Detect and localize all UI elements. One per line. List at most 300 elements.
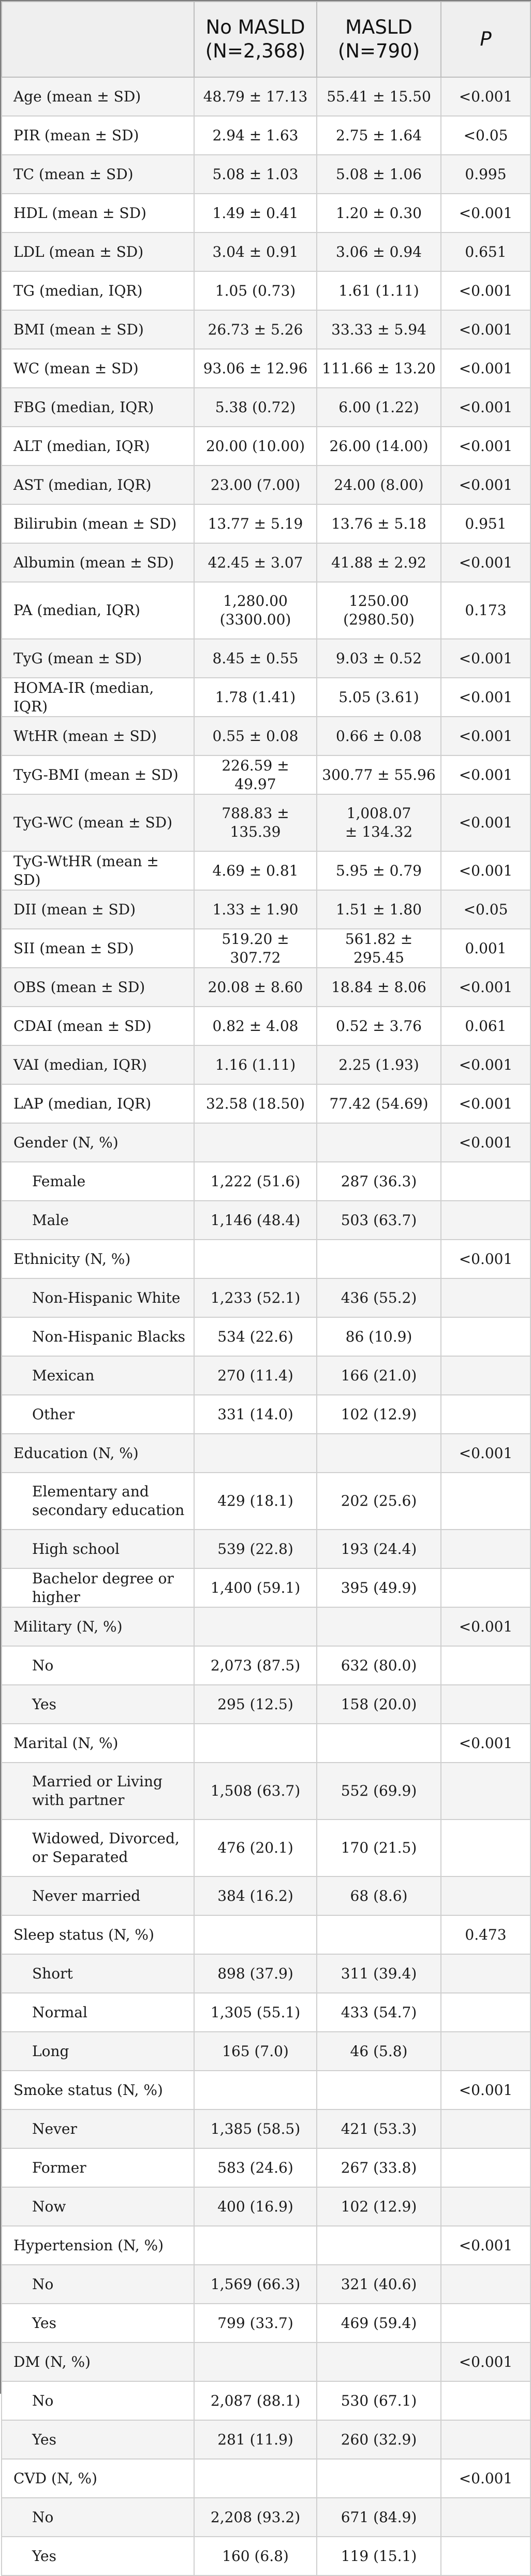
table-row bbox=[2, 388, 530, 427]
table-row bbox=[2, 582, 530, 639]
p-value bbox=[441, 1356, 530, 1395]
no-masld-value: 8.45 ± 0.55 bbox=[194, 639, 317, 678]
no-masld-value: 165 (7.0) bbox=[194, 2032, 317, 2071]
p-value: <0.001 bbox=[441, 1434, 530, 1473]
row-label: Yes bbox=[2, 2420, 194, 2459]
row-label: Bachelor degree or higher bbox=[2, 1568, 194, 1607]
masld-value: 2.25 (1.93) bbox=[317, 1045, 441, 1084]
p-value bbox=[441, 2148, 530, 2187]
table-row bbox=[2, 271, 530, 310]
p-value bbox=[441, 1162, 530, 1201]
row-label: FBG (median, IQR) bbox=[2, 388, 194, 427]
p-value bbox=[441, 1395, 530, 1434]
masld-value: 433 (54.7) bbox=[317, 1993, 441, 2032]
row-label: Yes bbox=[2, 1685, 194, 1724]
table-row bbox=[2, 2304, 530, 2342]
row-label: Yes bbox=[2, 2537, 194, 2575]
no-masld-value: 384 (16.2) bbox=[194, 1876, 317, 1915]
row-label: No bbox=[2, 1646, 194, 1685]
p-value: 0.951 bbox=[441, 504, 530, 543]
table-row bbox=[2, 1240, 530, 1278]
no-masld-value: 1.05 (0.73) bbox=[194, 271, 317, 310]
table-row bbox=[2, 1915, 530, 1954]
no-masld-value: 2.94 ± 1.63 bbox=[194, 116, 317, 155]
p-value: <0.001 bbox=[441, 717, 530, 755]
p-value: <0.001 bbox=[441, 349, 530, 388]
masld-value: 46 (5.8) bbox=[317, 2032, 441, 2071]
no-masld-value: 2,073 (87.5) bbox=[194, 1646, 317, 1685]
table-row bbox=[2, 349, 530, 388]
row-label: TyG (mean ± SD) bbox=[2, 639, 194, 678]
masld-value: 77.42 (54.69) bbox=[317, 1084, 441, 1123]
table-row bbox=[2, 2032, 530, 2071]
table-row bbox=[2, 1568, 530, 1607]
p-value bbox=[441, 1876, 530, 1915]
row-label: VAI (median, IQR) bbox=[2, 1045, 194, 1084]
table-row bbox=[2, 2071, 530, 2109]
p-value: <0.001 bbox=[441, 1123, 530, 1162]
p-value: <0.001 bbox=[441, 1045, 530, 1084]
p-value bbox=[441, 1820, 530, 1876]
masld-value: 267 (33.8) bbox=[317, 2148, 441, 2187]
table-row bbox=[2, 1473, 530, 1530]
table-row bbox=[2, 543, 530, 582]
masld-value: 3.06 ± 0.94 bbox=[317, 232, 441, 271]
table-row bbox=[2, 1530, 530, 1568]
masld-value bbox=[317, 1240, 441, 1278]
masld-value: 6.00 (1.22) bbox=[317, 388, 441, 427]
table-row bbox=[2, 851, 530, 890]
masld-value: 1.51 ± 1.80 bbox=[317, 890, 441, 929]
masld-value bbox=[317, 1607, 441, 1646]
masld-value: 671 (84.9) bbox=[317, 2498, 441, 2537]
masld-value: 202 (25.6) bbox=[317, 1473, 441, 1530]
row-label: Married or Living with partner bbox=[2, 1763, 194, 1820]
masld-value bbox=[317, 2071, 441, 2109]
no-masld-value: 32.58 (18.50) bbox=[194, 1084, 317, 1123]
masld-value bbox=[317, 1434, 441, 1473]
table-row bbox=[2, 1007, 530, 1045]
p-value bbox=[441, 2537, 530, 2575]
no-masld-value: 1,222 (51.6) bbox=[194, 1162, 317, 1201]
no-masld-value: 3.04 ± 0.91 bbox=[194, 232, 317, 271]
row-label: Never bbox=[2, 2109, 194, 2148]
no-masld-value: 331 (14.0) bbox=[194, 1395, 317, 1434]
row-label: DII (mean ± SD) bbox=[2, 890, 194, 929]
masld-value bbox=[317, 2342, 441, 2381]
masld-value: 158 (20.0) bbox=[317, 1685, 441, 1724]
table-row bbox=[2, 1685, 530, 1724]
masld-value: 503 (63.7) bbox=[317, 1201, 441, 1240]
p-value: <0.001 bbox=[441, 2342, 530, 2381]
table-row bbox=[2, 1317, 530, 1356]
p-value bbox=[441, 1646, 530, 1685]
table-row bbox=[2, 194, 530, 232]
no-masld-value: 429 (18.1) bbox=[194, 1473, 317, 1530]
row-label: TG (median, IQR) bbox=[2, 271, 194, 310]
no-masld-value: 295 (12.5) bbox=[194, 1685, 317, 1724]
row-label: OBS (mean ± SD) bbox=[2, 968, 194, 1007]
p-value: <0.001 bbox=[441, 427, 530, 465]
table-row bbox=[2, 1820, 530, 1876]
masld-value: 170 (21.5) bbox=[317, 1820, 441, 1876]
row-label: SII (mean ± SD) bbox=[2, 929, 194, 968]
table-row bbox=[2, 2537, 530, 2575]
row-label: Smoke status (N, %) bbox=[2, 2071, 194, 2109]
p-value: <0.001 bbox=[441, 755, 530, 794]
no-masld-value: 1,569 (66.3) bbox=[194, 2265, 317, 2304]
row-label: Age (mean ± SD) bbox=[2, 77, 194, 116]
row-label: TyG-WC (mean ± SD) bbox=[2, 794, 194, 851]
row-label: WC (mean ± SD) bbox=[2, 349, 194, 388]
masld-value bbox=[317, 1915, 441, 1954]
data-table bbox=[1, 1, 531, 2576]
p-value: <0.001 bbox=[441, 2226, 530, 2265]
p-value: 0.473 bbox=[441, 1915, 530, 1954]
table-row bbox=[2, 1434, 530, 1473]
no-masld-value: 1,508 (63.7) bbox=[194, 1763, 317, 1820]
p-value bbox=[441, 2265, 530, 2304]
row-label: Now bbox=[2, 2187, 194, 2226]
no-masld-value: 0.82 ± 4.08 bbox=[194, 1007, 317, 1045]
table-row bbox=[2, 1607, 530, 1646]
masld-value: 632 (80.0) bbox=[317, 1646, 441, 1685]
no-masld-value: 26.73 ± 5.26 bbox=[194, 310, 317, 349]
p-value: 0.061 bbox=[441, 1007, 530, 1045]
table-row bbox=[2, 1278, 530, 1317]
row-label: WtHR (mean ± SD) bbox=[2, 717, 194, 755]
table-row bbox=[2, 1876, 530, 1915]
no-masld-value: 160 (6.8) bbox=[194, 2537, 317, 2575]
p-value: <0.001 bbox=[441, 1724, 530, 1763]
no-masld-value: 1,233 (52.1) bbox=[194, 1278, 317, 1317]
masld-value: 1.20 ± 0.30 bbox=[317, 194, 441, 232]
no-masld-value: 270 (11.4) bbox=[194, 1356, 317, 1395]
p-value bbox=[441, 1530, 530, 1568]
masld-value: 287 (36.3) bbox=[317, 1162, 441, 1201]
row-label: Mexican bbox=[2, 1356, 194, 1395]
p-value bbox=[441, 2304, 530, 2342]
row-label: Elementary and secondary education bbox=[2, 1473, 194, 1530]
row-label: Military (N, %) bbox=[2, 1607, 194, 1646]
table-row bbox=[2, 116, 530, 155]
masld-value: 26.00 (14.00) bbox=[317, 427, 441, 465]
p-value: <0.001 bbox=[441, 2071, 530, 2109]
header-masld: MASLD (N=790) bbox=[317, 2, 441, 77]
no-masld-value: 476 (20.1) bbox=[194, 1820, 317, 1876]
p-value bbox=[441, 2420, 530, 2459]
no-masld-value: 20.08 ± 8.60 bbox=[194, 968, 317, 1007]
table-row bbox=[2, 2109, 530, 2148]
table-row bbox=[2, 465, 530, 504]
p-value: <0.05 bbox=[441, 890, 530, 929]
row-label: PA (median, IQR) bbox=[2, 582, 194, 639]
row-label: HDL (mean ± SD) bbox=[2, 194, 194, 232]
no-masld-value: 799 (33.7) bbox=[194, 2304, 317, 2342]
table-row bbox=[2, 929, 530, 968]
p-value: <0.001 bbox=[441, 639, 530, 678]
table-row bbox=[2, 890, 530, 929]
p-value: 0.651 bbox=[441, 232, 530, 271]
no-masld-value: 1,385 (58.5) bbox=[194, 2109, 317, 2148]
p-value bbox=[441, 2498, 530, 2537]
masld-value: 311 (39.4) bbox=[317, 1954, 441, 1993]
no-masld-value: 5.08 ± 1.03 bbox=[194, 155, 317, 194]
table-row bbox=[2, 2265, 530, 2304]
no-masld-value: 788.83 ± 135.39 bbox=[194, 794, 317, 851]
masld-value: 469 (59.4) bbox=[317, 2304, 441, 2342]
table-row bbox=[2, 639, 530, 678]
row-label: AST (median, IQR) bbox=[2, 465, 194, 504]
p-value bbox=[441, 1278, 530, 1317]
masld-value: 166 (21.0) bbox=[317, 1356, 441, 1395]
table-row bbox=[2, 717, 530, 755]
row-label: CVD (N, %) bbox=[2, 2459, 194, 2498]
table-row bbox=[2, 1646, 530, 1685]
p-value bbox=[441, 1685, 530, 1724]
row-label: Normal bbox=[2, 1993, 194, 2032]
no-masld-value: 2,208 (93.2) bbox=[194, 2498, 317, 2537]
table-row bbox=[2, 1162, 530, 1201]
masld-value: 5.08 ± 1.06 bbox=[317, 155, 441, 194]
table-row bbox=[2, 2342, 530, 2381]
no-masld-value: 20.00 (10.00) bbox=[194, 427, 317, 465]
p-value bbox=[441, 1993, 530, 2032]
masld-value: 421 (53.3) bbox=[317, 2109, 441, 2148]
no-masld-value: 5.38 (0.72) bbox=[194, 388, 317, 427]
row-label: LDL (mean ± SD) bbox=[2, 232, 194, 271]
masld-value bbox=[317, 1123, 441, 1162]
no-masld-value: 42.45 ± 3.07 bbox=[194, 543, 317, 582]
table-row bbox=[2, 1123, 530, 1162]
row-label: Widowed, Divorced, or Separated bbox=[2, 1820, 194, 1876]
masld-value: 5.05 (3.61) bbox=[317, 678, 441, 717]
row-label: Bilirubin (mean ± SD) bbox=[2, 504, 194, 543]
p-value: <0.05 bbox=[441, 116, 530, 155]
p-value bbox=[441, 2032, 530, 2071]
row-label: Short bbox=[2, 1954, 194, 1993]
row-label: LAP (median, IQR) bbox=[2, 1084, 194, 1123]
table-row bbox=[2, 2187, 530, 2226]
p-value: <0.001 bbox=[441, 794, 530, 851]
no-masld-value: 1.49 ± 0.41 bbox=[194, 194, 317, 232]
masld-value: 0.52 ± 3.76 bbox=[317, 1007, 441, 1045]
table-row bbox=[2, 794, 530, 851]
masld-value: 395 (49.9) bbox=[317, 1568, 441, 1607]
p-value bbox=[441, 1317, 530, 1356]
masld-value: 561.82 ± 295.45 bbox=[317, 929, 441, 968]
table-row bbox=[2, 1763, 530, 1820]
table-row bbox=[2, 755, 530, 794]
table-row bbox=[2, 427, 530, 465]
masld-value: 552 (69.9) bbox=[317, 1763, 441, 1820]
p-value bbox=[441, 1201, 530, 1240]
row-label: Sleep status (N, %) bbox=[2, 1915, 194, 1954]
no-masld-value bbox=[194, 2071, 317, 2109]
row-label: HOMA-IR (median, IQR) bbox=[2, 678, 194, 717]
header-p-label: P bbox=[480, 28, 492, 50]
row-label: Gender (N, %) bbox=[2, 1123, 194, 1162]
masld-value: 436 (55.2) bbox=[317, 1278, 441, 1317]
p-value: <0.001 bbox=[441, 310, 530, 349]
no-masld-value: 0.55 ± 0.08 bbox=[194, 717, 317, 755]
no-masld-value bbox=[194, 2226, 317, 2265]
no-masld-value: 48.79 ± 17.13 bbox=[194, 77, 317, 116]
p-value bbox=[441, 1954, 530, 1993]
row-label: No bbox=[2, 2381, 194, 2420]
table-row bbox=[2, 1954, 530, 1993]
masld-value: 0.66 ± 0.08 bbox=[317, 717, 441, 755]
p-value: 0.995 bbox=[441, 155, 530, 194]
table-row bbox=[2, 2498, 530, 2537]
masld-value: 55.41 ± 15.50 bbox=[317, 77, 441, 116]
no-masld-value bbox=[194, 1434, 317, 1473]
table-row bbox=[2, 2148, 530, 2187]
header-variable bbox=[2, 2, 194, 77]
masld-value: 530 (67.1) bbox=[317, 2381, 441, 2420]
table-row bbox=[2, 1084, 530, 1123]
row-label: Non-Hispanic White bbox=[2, 1278, 194, 1317]
row-label: Education (N, %) bbox=[2, 1434, 194, 1473]
row-label: TC (mean ± SD) bbox=[2, 155, 194, 194]
no-masld-value: 539 (22.8) bbox=[194, 1530, 317, 1568]
p-value bbox=[441, 2381, 530, 2420]
table-row bbox=[2, 678, 530, 717]
p-value bbox=[441, 1473, 530, 1530]
masld-value: 24.00 (8.00) bbox=[317, 465, 441, 504]
table-row bbox=[2, 1993, 530, 2032]
masld-value: 2.75 ± 1.64 bbox=[317, 116, 441, 155]
header-row bbox=[2, 2, 530, 77]
no-masld-value: 1.78 (1.41) bbox=[194, 678, 317, 717]
masld-value: 193 (24.4) bbox=[317, 1530, 441, 1568]
row-label: Hypertension (N, %) bbox=[2, 2226, 194, 2265]
masld-value: 5.95 ± 0.79 bbox=[317, 851, 441, 890]
masld-value: 102 (12.9) bbox=[317, 1395, 441, 1434]
row-label: High school bbox=[2, 1530, 194, 1568]
masld-value: 33.33 ± 5.94 bbox=[317, 310, 441, 349]
row-label: No bbox=[2, 2265, 194, 2304]
table-row bbox=[2, 2459, 530, 2498]
table-row bbox=[2, 155, 530, 194]
no-masld-value: 583 (24.6) bbox=[194, 2148, 317, 2187]
row-label: Female bbox=[2, 1162, 194, 1201]
no-masld-value: 13.77 ± 5.19 bbox=[194, 504, 317, 543]
row-label: TyG-WtHR (mean ± SD) bbox=[2, 851, 194, 890]
masld-value: 86 (10.9) bbox=[317, 1317, 441, 1356]
masld-value bbox=[317, 1724, 441, 1763]
p-value: <0.001 bbox=[441, 465, 530, 504]
no-masld-value bbox=[194, 2459, 317, 2498]
no-masld-value bbox=[194, 1915, 317, 1954]
row-label: Yes bbox=[2, 2304, 194, 2342]
row-label: Albumin (mean ± SD) bbox=[2, 543, 194, 582]
p-value: <0.001 bbox=[441, 194, 530, 232]
table-row bbox=[2, 504, 530, 543]
masld-value: 102 (12.9) bbox=[317, 2187, 441, 2226]
masld-value: 1,008.07 ± 134.32 bbox=[317, 794, 441, 851]
no-masld-value bbox=[194, 1240, 317, 1278]
masld-value: 13.76 ± 5.18 bbox=[317, 504, 441, 543]
row-label: TyG-BMI (mean ± SD) bbox=[2, 755, 194, 794]
masld-value: 1.61 (1.11) bbox=[317, 271, 441, 310]
p-value: <0.001 bbox=[441, 388, 530, 427]
masld-value: 300.77 ± 55.96 bbox=[317, 755, 441, 794]
row-label: Marital (N, %) bbox=[2, 1724, 194, 1763]
p-value: <0.001 bbox=[441, 678, 530, 717]
masld-value: 111.66 ± 13.20 bbox=[317, 349, 441, 388]
p-value: <0.001 bbox=[441, 851, 530, 890]
table-row bbox=[2, 1395, 530, 1434]
p-value bbox=[441, 2109, 530, 2148]
no-masld-value bbox=[194, 1607, 317, 1646]
row-label: DM (N, %) bbox=[2, 2342, 194, 2381]
row-label: CDAI (mean ± SD) bbox=[2, 1007, 194, 1045]
p-value bbox=[441, 1568, 530, 1607]
no-masld-value bbox=[194, 1123, 317, 1162]
masld-value bbox=[317, 2226, 441, 2265]
row-label: ALT (median, IQR) bbox=[2, 427, 194, 465]
table-row bbox=[2, 2420, 530, 2459]
masld-value: 9.03 ± 0.52 bbox=[317, 639, 441, 678]
no-masld-value: 4.69 ± 0.81 bbox=[194, 851, 317, 890]
p-value: <0.001 bbox=[441, 77, 530, 116]
row-label: Former bbox=[2, 2148, 194, 2187]
table-row bbox=[2, 968, 530, 1007]
header-p-value bbox=[441, 2, 530, 77]
table-row bbox=[2, 77, 530, 116]
table-body bbox=[2, 77, 530, 2575]
masld-value: 41.88 ± 2.92 bbox=[317, 543, 441, 582]
header-no-masld: No MASLD (N=2,368) bbox=[194, 2, 317, 77]
row-label: No bbox=[2, 2498, 194, 2537]
table-row bbox=[2, 232, 530, 271]
no-masld-value: 281 (11.9) bbox=[194, 2420, 317, 2459]
masld-value: 68 (8.6) bbox=[317, 1876, 441, 1915]
no-masld-value: 1,280.00 (3300.00) bbox=[194, 582, 317, 639]
masld-value: 1250.00 (2980.50) bbox=[317, 582, 441, 639]
p-value bbox=[441, 2187, 530, 2226]
row-label: PIR (mean ± SD) bbox=[2, 116, 194, 155]
p-value: <0.001 bbox=[441, 968, 530, 1007]
row-label: Non-Hispanic Blacks bbox=[2, 1317, 194, 1356]
masld-value: 321 (40.6) bbox=[317, 2265, 441, 2304]
masld-value: 119 (15.1) bbox=[317, 2537, 441, 2575]
no-masld-value: 226.59 ± 49.97 bbox=[194, 755, 317, 794]
no-masld-value: 898 (37.9) bbox=[194, 1954, 317, 1993]
no-masld-value: 534 (22.6) bbox=[194, 1317, 317, 1356]
no-masld-value: 2,087 (88.1) bbox=[194, 2381, 317, 2420]
masld-value bbox=[317, 2459, 441, 2498]
p-value: <0.001 bbox=[441, 2459, 530, 2498]
p-value: <0.001 bbox=[441, 1084, 530, 1123]
masld-value: 260 (32.9) bbox=[317, 2420, 441, 2459]
no-masld-value bbox=[194, 1724, 317, 1763]
no-masld-value: 1.33 ± 1.90 bbox=[194, 890, 317, 929]
row-label: Male bbox=[2, 1201, 194, 1240]
row-label: Long bbox=[2, 2032, 194, 2071]
table-header bbox=[2, 2, 530, 77]
no-masld-value: 519.20 ± 307.72 bbox=[194, 929, 317, 968]
p-value: <0.001 bbox=[441, 1240, 530, 1278]
p-value: <0.001 bbox=[441, 1607, 530, 1646]
row-label: Other bbox=[2, 1395, 194, 1434]
table-row bbox=[2, 310, 530, 349]
no-masld-value: 1,400 (59.1) bbox=[194, 1568, 317, 1607]
no-masld-value: 1.16 (1.11) bbox=[194, 1045, 317, 1084]
no-masld-value: 93.06 ± 12.96 bbox=[194, 349, 317, 388]
no-masld-value: 1,146 (48.4) bbox=[194, 1201, 317, 1240]
